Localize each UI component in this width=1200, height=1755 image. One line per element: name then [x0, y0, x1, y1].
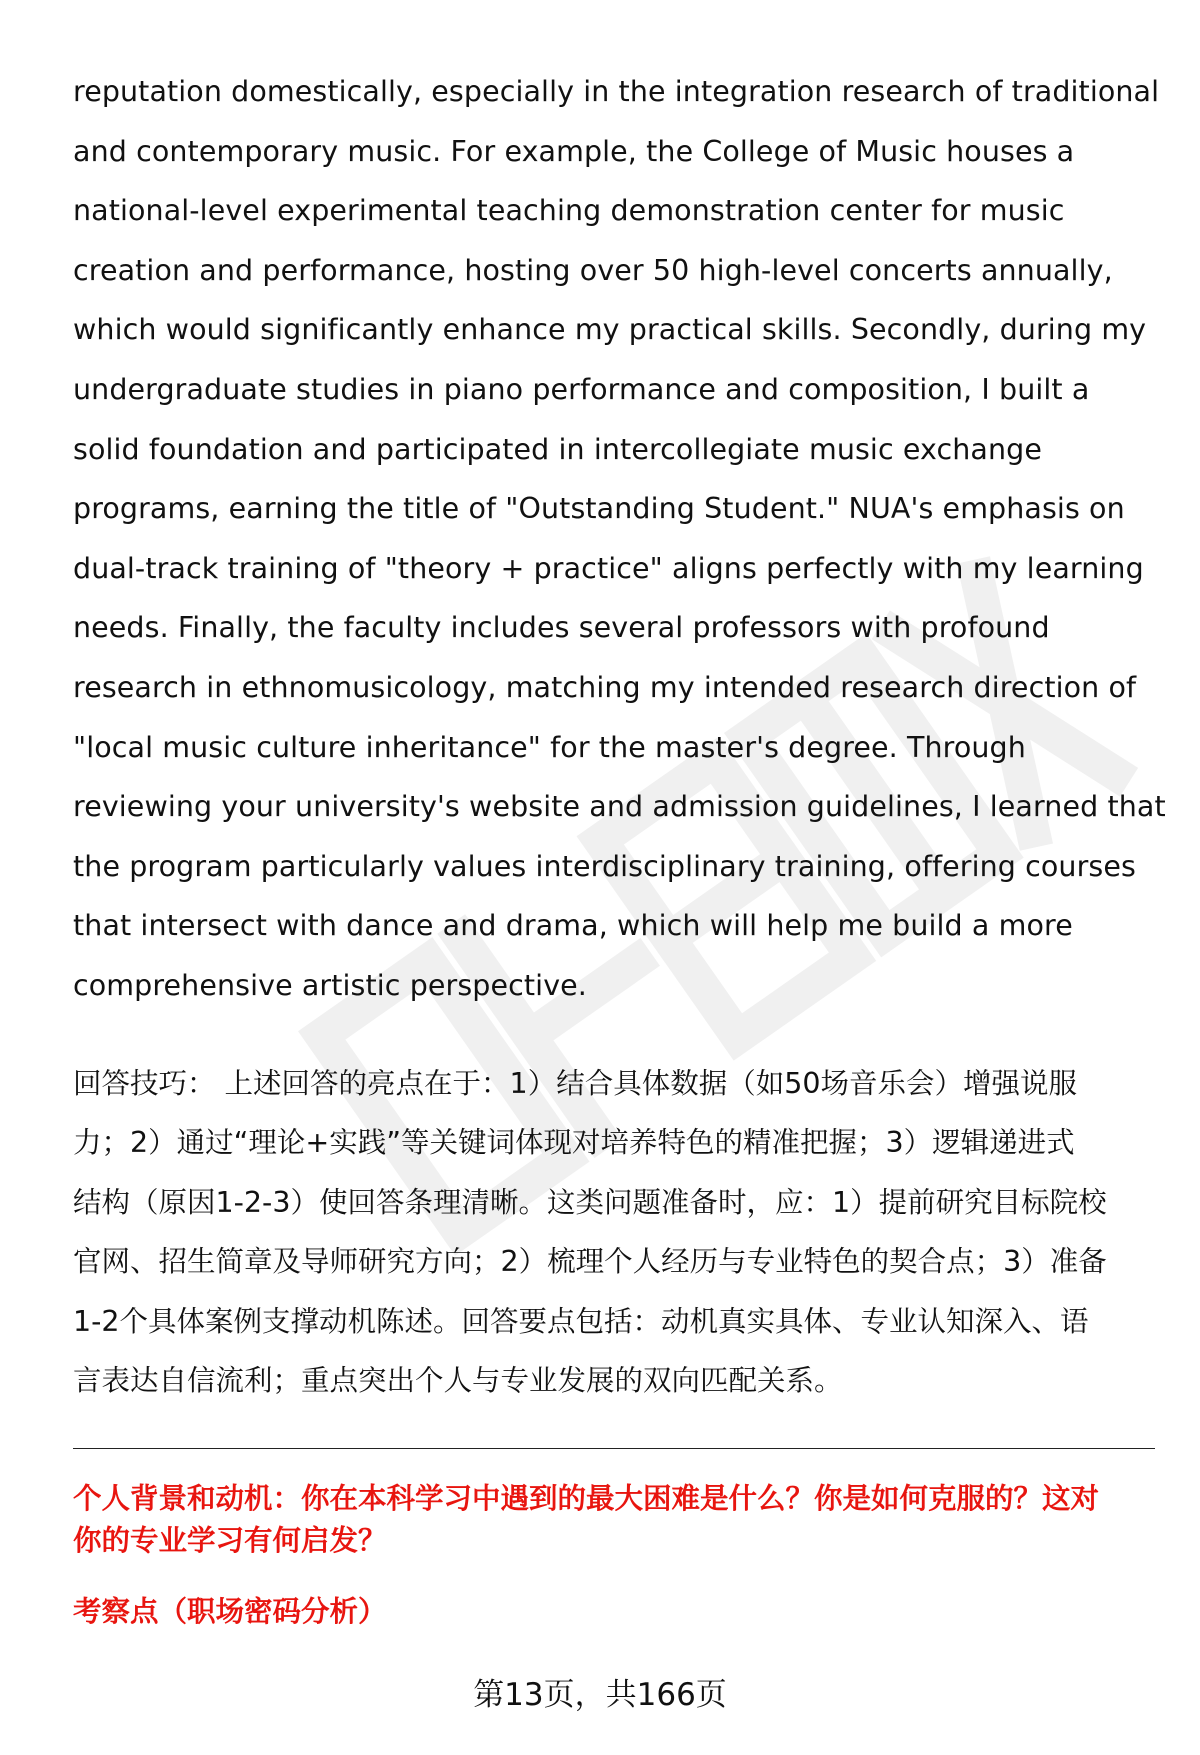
text-line: 回答技巧： 上述回答的亮点在于：1）结合具体数据（如50场音乐会）增强说服 [73, 1066, 1077, 1100]
text-line: 结构（原因1-2-3）使回答条理清晰。这类问题准备时，应：1）提前研究目标院校 [73, 1185, 1107, 1219]
answer-tips-paragraph [73, 1054, 1155, 1412]
text-line: research in ethnomusicology, matching my intended research direction of [73, 670, 1137, 704]
content-area [73, 62, 1166, 1411]
text-line: dual-track training of "theory + practice" aligns perfectly with my learning [73, 551, 1144, 585]
question-heading [73, 1478, 1163, 1562]
text-line: and contemporary music. For example, the College of Music houses a [73, 134, 1075, 168]
text-line: comprehensive artistic perspective. [73, 968, 587, 1002]
text-line: solid foundation and participated in intercollegiate music exchange [73, 432, 1042, 466]
text-line: which would significantly enhance my practical skills. Secondly, during my [73, 313, 1147, 347]
text-line: needs. Finally, the faculty includes several professors with profound [73, 611, 1050, 645]
text-line: national-level experimental teaching demonstration center for music [73, 194, 1065, 228]
text-line: creation and performance, hosting over 50 high-level concerts annually, [73, 253, 1113, 287]
text-line: undergraduate studies in piano performance and composition, I built a [73, 372, 1090, 406]
text-line: "local music culture inheritance" for the master's degree. Through [73, 730, 1026, 764]
text-line: reviewing your university's website and admission guidelines, I learned that [73, 790, 1166, 824]
question-line: 个人背景和动机：你在本科学习中遇到的最大困难是什么？你是如何克服的？这对 [73, 1482, 1100, 1515]
english-answer-paragraph [73, 62, 1166, 1016]
text-line: 言表达自信流利；重点突出个人与专业发展的双向匹配关系。 [73, 1364, 843, 1398]
text-line: programs, earning the title of "Outstanding Student." NUA's emphasis on [73, 492, 1125, 526]
question-line: 你的专业学习有何启发？ [73, 1524, 387, 1557]
assessment-points-heading: 考察点（职场密码分析） [73, 1595, 387, 1628]
text-line: 官网、招生简章及导师研究方向；2）梳理个人经历与专业特色的契合点；3）准备 [73, 1245, 1107, 1279]
text-line: that intersect with dance and drama, which will help me build a more [73, 909, 1073, 943]
page-number-footer: 第13页，共166页 [473, 1677, 727, 1713]
text-line: 1-2个具体案例支撑动机陈述。回答要点包括：动机真实具体、专业认知深入、语 [73, 1304, 1089, 1338]
text-line: 力；2）通过“理论+实践”等关键词体现对培养特色的精准把握；3）逻辑递进式 [73, 1126, 1075, 1160]
section-divider [73, 1448, 1155, 1449]
text-line: the program particularly values interdisciplinary training, offering courses [73, 849, 1136, 883]
text-line: reputation domestically, especially in the integration research of traditional [73, 75, 1160, 108]
